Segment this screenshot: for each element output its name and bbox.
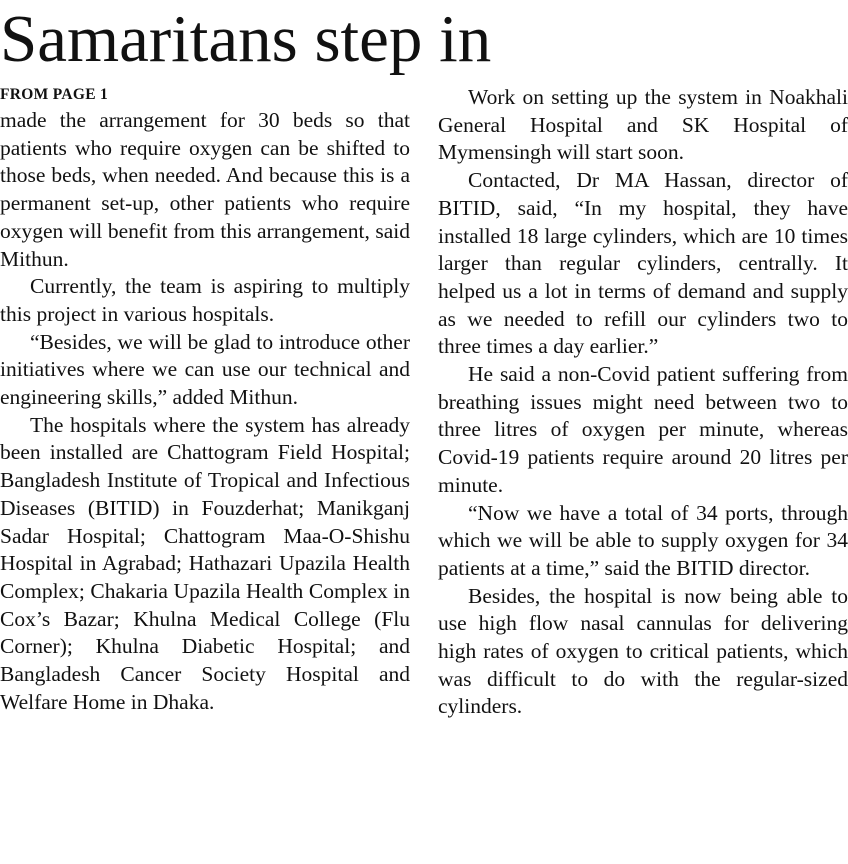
article-column-left <box>0 107 410 716</box>
body-paragraph: “Besides, we will be glad to introduce other initiatives where we can use our technical and engineering skills,” added Mithun. <box>0 329 410 410</box>
body-paragraph: Besides, the hospital is now being able to use high flow nasal cannulas for delivering high rates of oxygen to critical patients, which was difficult to do with the regular-sized cylinders. <box>438 583 848 719</box>
headline: Samaritans step in <box>0 2 492 76</box>
body-paragraph: made the arrangement for 30 beds so that patients who require oxygen can be shifted to those beds, when needed. And because this is a permanent set-up, other patients who require oxygen will benefit from this arrangement, said Mithun. <box>0 108 410 271</box>
continuation-kicker: FROM PAGE 1 <box>0 86 109 103</box>
body-paragraph: The hospitals where the system has already been installed are Chattogram Field Hospital; Bangladesh Institute of Tropical and Infectious Diseases (BITID) in Fouzderhat; Manikganj Sadar Hospital; Chattogram Maa-O-Shishu Hospital in Agrabad; Hathazari Upazila Health Complex; Chakaria Upazila Health Complex in Cox’s Bazar; Khulna Medical College (Flu Corner); Khulna Diabetic Hospital; and Bangladesh Cancer Society Hospital and Welfare Home in Dhaka. <box>0 412 410 714</box>
body-paragraph: He said a non-Covid patient suffering from breathing issues might need between two to three litres of oxygen per minute, whereas Covid-19 patients require around 20 litres per minute. <box>438 362 848 497</box>
body-paragraph: “Now we have a total of 34 ports, through which we will be able to supply oxygen for 34 patients at a time,” said the BITID director. <box>438 500 848 580</box>
body-paragraph: Currently, the team is aspiring to multiply this project in various hospitals. <box>0 274 410 326</box>
body-paragraph: Work on setting up the system in Noakhali General Hospital and SK Hospital of Mymensingh will start soon. <box>438 85 848 165</box>
article-column-right <box>438 84 848 721</box>
body-paragraph: Contacted, Dr MA Hassan, director of BITID, said, “In my hospital, they have installed 18 large cylinders, which are 10 times larger than regular cylinders, centrally. It helped us a lot in terms of demand and supply as we needed to refill our cylinders two to three times a day earlier.” <box>438 168 848 359</box>
